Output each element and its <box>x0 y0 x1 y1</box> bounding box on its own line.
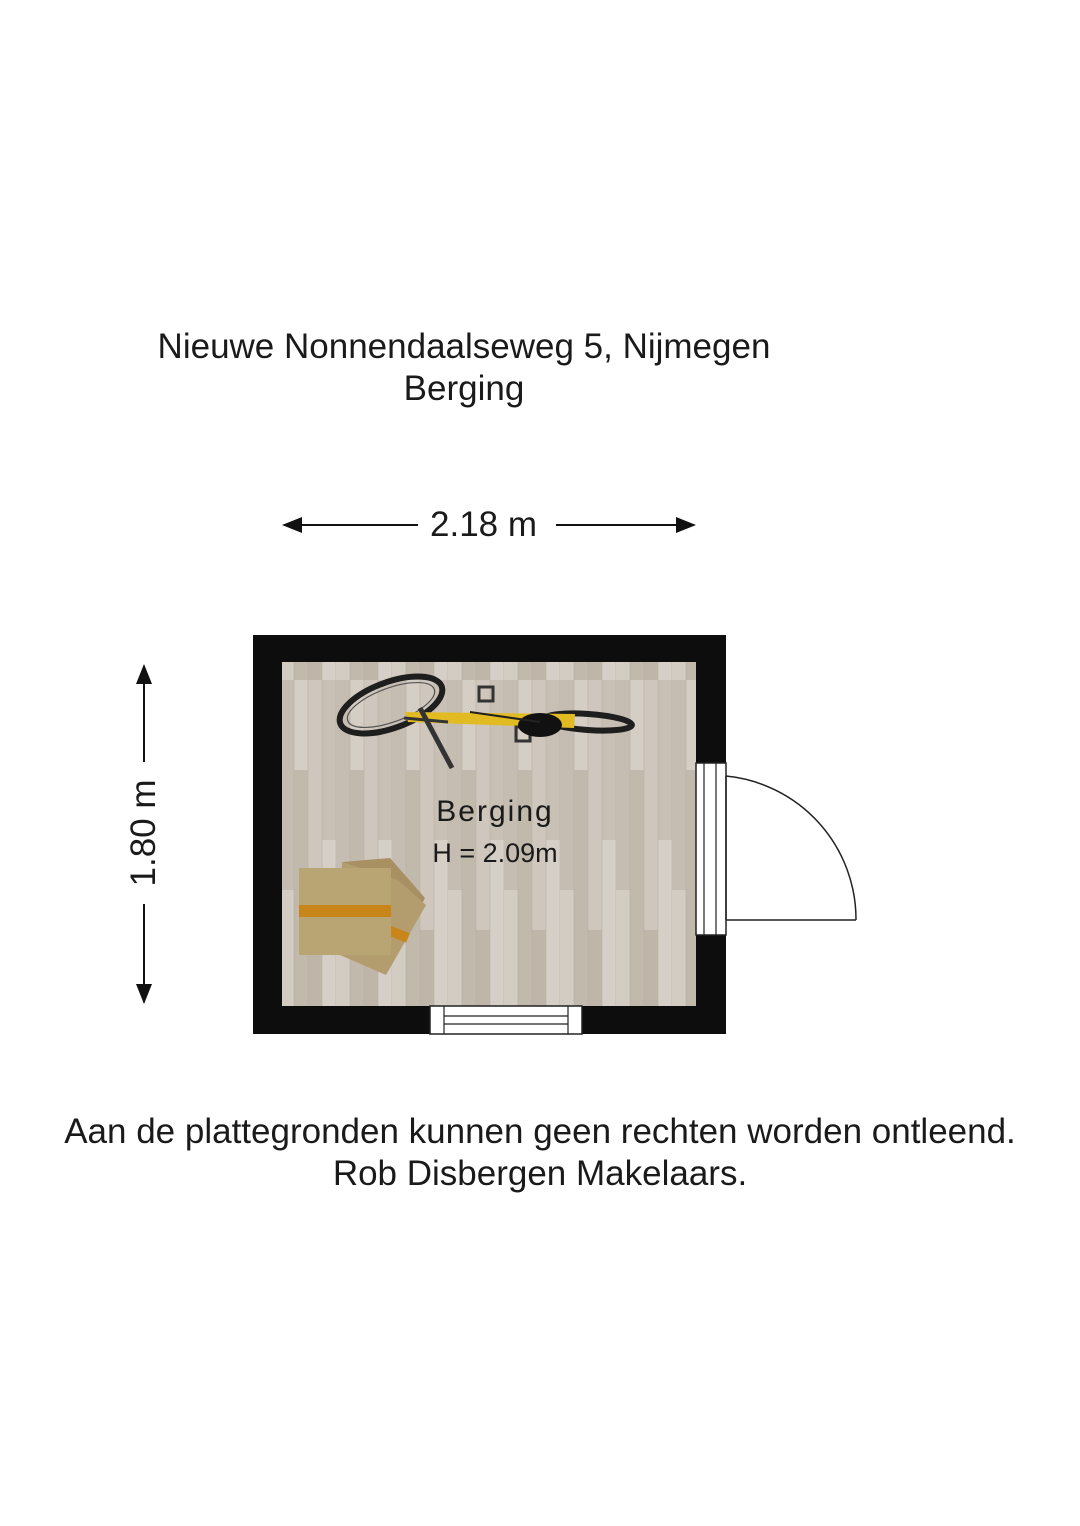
door <box>696 763 856 935</box>
disclaimer-text: Aan de plattegronden kunnen geen rechten worden ontleend. <box>64 1112 1016 1151</box>
depth-label: 1.80 m <box>124 779 163 887</box>
company-name: Rob Disbergen Makelaars. <box>332 1154 748 1193</box>
room-height: H = 2.09m <box>432 838 558 868</box>
floor-title: Berging <box>403 369 525 408</box>
address-title: Nieuwe Nonnendaalseweg 5, Nijmegen <box>157 327 771 366</box>
room-name: Berging <box>436 795 554 828</box>
window <box>430 1006 582 1034</box>
width-label: 2.18 m <box>430 505 537 544</box>
